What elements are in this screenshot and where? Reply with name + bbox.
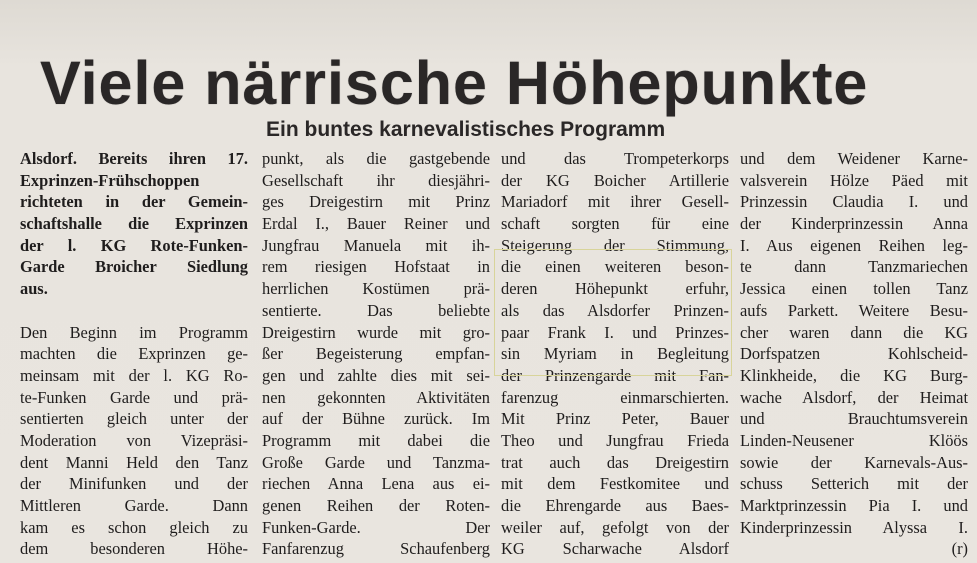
text-line: der Prinzengarde mit Fan-	[501, 365, 729, 385]
text-line: Garde Broicher Siedlung	[20, 257, 248, 277]
text-line: Moderation von Vizepräsi-	[20, 430, 248, 450]
text-line: Große Garde und Tanzma-	[262, 452, 490, 472]
text-line: Linden-Neusener Klöös	[740, 430, 968, 450]
text-line: rem riesigen Hofstaat in	[262, 257, 490, 277]
text-line: Jessica einen tollen Tanz	[740, 279, 968, 299]
text-line: schaftshalle die Exprinzen	[20, 214, 248, 234]
text-line: meinsam mit der l. KG Ro-	[20, 365, 248, 385]
text-line: Theo und Jungfrau Frieda	[501, 430, 729, 450]
text-line: richteten in der Gemein-	[20, 192, 248, 212]
text-line: Exprinzen-Frühschoppen	[20, 170, 200, 190]
text-line: Fanfarenzug Schaufenberg	[262, 539, 490, 559]
text-line: ges Dreigestirn mit Prinz	[262, 192, 490, 212]
text-line: KG Scharwache Alsdorf	[501, 539, 729, 559]
text-line: Funken-Garde. Der	[262, 517, 490, 537]
text-line: aufs Parkett. Weitere Besu-	[740, 300, 968, 320]
text-line: Jungfrau Manuela mit ih-	[262, 235, 490, 255]
text-line: Den Beginn im Programm	[20, 322, 248, 342]
article-column-4	[740, 148, 968, 558]
text-line: genen Reihen der Roten-	[262, 496, 490, 515]
text-line: Dreigestirn wurde mit gro-	[262, 322, 490, 342]
text-line: die einen weiteren beson-	[501, 257, 729, 277]
text-line: trat auch das Dreigestirn	[501, 452, 729, 472]
text-line: Steigerung der Stimmung,	[501, 235, 729, 255]
text-line: Kinderprinzessin Alyssa I.	[740, 517, 968, 537]
text-line: Dorfspatzen Kohlscheid-	[740, 344, 968, 364]
text-line: Alsdorf. Bereits ihren 17.	[20, 149, 248, 168]
text-line: sin Myriam in Begleitung	[501, 344, 729, 364]
text-line: mit dem Festkomitee und	[501, 474, 729, 494]
text-line: Klinkheide, die KG Burg-	[740, 365, 968, 385]
text-line: und Brauchtumsverein	[740, 409, 968, 429]
lead-paragraph	[20, 148, 248, 300]
text-line: dem besonderen Höhe-	[20, 539, 248, 559]
text-line: Marktprinzessin Pia I. und	[740, 496, 968, 515]
text-line: Mittleren Garde. Dann	[20, 496, 248, 515]
text-line: schaft sorgten für eine	[501, 214, 729, 234]
text-line: aus.	[20, 279, 48, 299]
text-line: sowie der Karnevals-Aus-	[740, 452, 968, 472]
body-paragraph	[20, 322, 248, 561]
text-line: Mariadorf mit ihrer Gesell-	[501, 192, 729, 212]
text-line: der Minifunken und der	[20, 474, 248, 494]
article-column-3	[501, 148, 729, 558]
author-initial: (r)	[951, 539, 968, 559]
subheadline: Ein buntes karnevalistisches Programm	[266, 118, 666, 142]
text-line: punkt, als die gastgebende	[262, 149, 490, 168]
text-line: der KG Boicher Artillerie	[501, 170, 729, 190]
text-line: und das Trompeterkorps	[501, 149, 729, 168]
text-line: kam es schon gleich zu	[20, 517, 248, 537]
text-line: Programm mit dabei die	[262, 430, 490, 450]
text-line: sentierten gleich unter der	[20, 409, 248, 429]
text-line: Prinzessin Claudia I. und	[740, 192, 968, 212]
text-line: weiler auf, gefolgt von der	[501, 517, 729, 537]
text-line: te dann Tanzmariechen	[740, 257, 968, 277]
text-line: farenzug einmarschierten.	[501, 387, 729, 407]
text-line: schuss Setterich mit der	[740, 474, 968, 494]
text-line: te-Funken Garde und prä-	[20, 387, 248, 407]
text-line: nen gekonnten Aktivitäten	[262, 387, 490, 407]
article-column-1	[20, 148, 248, 558]
text-line: Mit Prinz Peter, Bauer	[501, 409, 729, 429]
text-line: gen und zahlte dies mit sei-	[262, 365, 490, 385]
text-line: wache Alsdorf, der Heimat	[740, 387, 968, 407]
text-line: cher waren dann die KG	[740, 322, 968, 342]
text-line: Gesellschaft ihr diesjähri-	[262, 170, 490, 190]
text-line: paar Frank I. und Prinzes-	[501, 322, 729, 342]
paragraph-gap	[20, 300, 248, 322]
text-line: sentierte. Das beliebte	[262, 300, 490, 320]
text-line: dent Manni Held den Tanz	[20, 452, 248, 472]
headline: Viele närrische Höhepunkte	[40, 48, 869, 117]
text-line: ßer Begeisterung empfan-	[262, 344, 490, 364]
text-line: I. Aus eigenen Reihen leg-	[740, 235, 968, 255]
text-line: machten die Exprinzen ge-	[20, 344, 248, 364]
text-line: als das Alsdorfer Prinzen-	[501, 300, 729, 320]
text-line: auf der Bühne zurück. Im	[262, 409, 490, 429]
text-line: herrlichen Kostümen prä-	[262, 279, 490, 299]
text-line: valsverein Hölze Päed mit	[740, 170, 968, 190]
text-line: und dem Weidener Karne-	[740, 149, 968, 168]
text-line: Erdal I., Bauer Reiner und	[262, 214, 490, 234]
text-line: die Ehrengarde aus Baes-	[501, 496, 729, 515]
text-line: deren Höhepunkt erfuhr,	[501, 279, 729, 299]
text-line: riechen Anna Lena aus ei-	[262, 474, 490, 494]
text-line: der l. KG Rote-Funken-	[20, 235, 248, 255]
article-column-2	[262, 148, 490, 558]
text-line: der Kinderprinzessin Anna	[740, 214, 968, 234]
